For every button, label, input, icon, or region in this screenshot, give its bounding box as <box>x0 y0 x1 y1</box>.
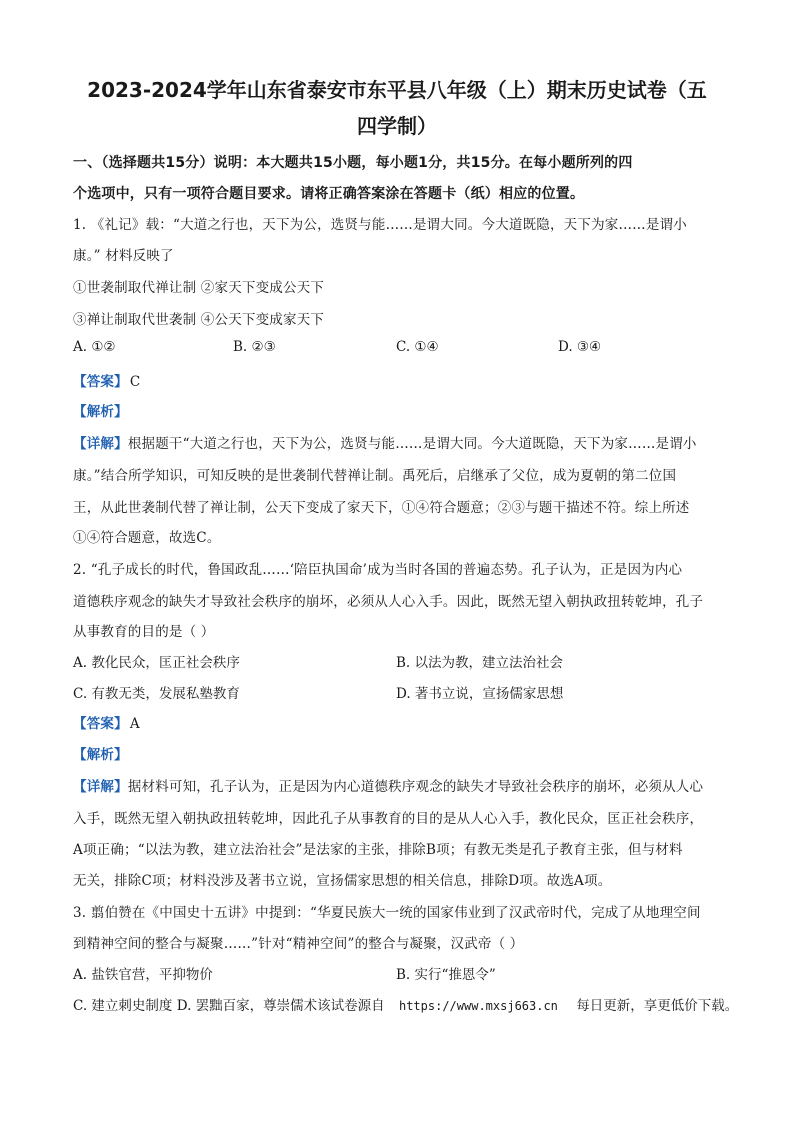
q2-option-b: B. 以法为教，建立法治社会 <box>396 655 564 671</box>
q2-analysis <box>73 743 128 763</box>
q2-detail-line-1 <box>73 775 703 795</box>
q3-stem-line-1: 3. 翦伯赞在《中国史十五讲》中提到：“华夏民族大一统的国家伟业到了汉武帝时代，完成了从地理空间 <box>73 905 701 921</box>
q1-statements-2: ③禅让制取代世袭制 ④公天下变成家天下 <box>73 312 325 328</box>
paper-title-line-1: 2023-2024学年山东省泰安市东平县八年级（上）期末历史试卷（五 <box>87 78 707 102</box>
q1-stem-line-2: 康。” 材料反映了 <box>73 248 174 264</box>
q2-answer <box>73 712 140 732</box>
paper-title-line-2: 四学制） <box>357 114 437 138</box>
q2-option-c: C. 有教无类，发展私塾教育 <box>73 686 240 702</box>
q1-detail-line-3: 王，从此世袭制代替了禅让制，公天下变成了家天下，①④符合题意；②③与题干描述不符。综上所述 <box>73 500 690 516</box>
q1-option-a: A. ①② <box>73 339 116 355</box>
section-instructions-line-1: 一、（选择题共15分）说明：本大题共15小题，每小题1分，共15分。在每小题所列的四 <box>73 155 633 171</box>
q3-option-a: A. 盐铁官营，平抑物价 <box>73 967 213 983</box>
q2-detail-line-2: 入手，既然无望入朝执政扭转乾坤，因此孔子从事教育的目的是从人心入手，教化民众，匡正社会秩序， <box>73 811 704 827</box>
q3-options-cd-row <box>73 994 738 1014</box>
source-notice: 该试卷源自 <box>317 998 385 1014</box>
q1-answer <box>73 370 140 390</box>
detail-text: 根据题干“大道之行也，天下为公，选贤与能……是谓大同。今大道既隐，天下为家……是谓小 <box>127 436 697 452</box>
answer-value: C <box>129 374 141 390</box>
q1-analysis <box>73 400 128 420</box>
section-instructions-line-2: 个选项中，只有一项符合题目要求。请将正确答案涂在答题卡（纸）相应的位置。 <box>73 186 585 202</box>
q2-stem-line-1: 2. “孔子成长的时代，鲁国政乱……‘陪臣执国命’成为当时各国的普遍态势。孔子认为，正是因为内心 <box>73 562 683 578</box>
q1-option-b: B. ②③ <box>233 339 276 355</box>
q1-detail-line-4: ①④符合题意，故选C。 <box>73 530 221 546</box>
source-url-link[interactable]: https://www.mxsj663.cn <box>398 999 558 1013</box>
q3-option-c: C. 建立刺史制度 <box>73 998 173 1014</box>
detail-text: 据材料可知，孔子认为，正是因为内心道德秩序观念的缺失才导致社会秩序的崩坏，必须从人心 <box>127 779 704 795</box>
answer-value: A <box>129 716 140 732</box>
q3-option-d: D. 罢黜百家，尊崇儒术 <box>176 998 318 1014</box>
q1-option-d: D. ③④ <box>558 339 602 355</box>
q1-option-c: C. ①④ <box>396 339 439 355</box>
q3-option-b: B. 实行“推恩令” <box>396 967 496 983</box>
detail-tag: 【详解】 <box>73 779 128 795</box>
q1-stem-line-1: 1. 《礼记》载：“大道之行也，天下为公，选贤与能……是谓大同。今大道既隐，天下为家……是谓小 <box>73 217 687 233</box>
q2-detail-line-3: A项正确；“以法为教，建立法治社会”是法家的主张，排除B项；有教无类是孔子教育主张，但与材料 <box>73 842 683 858</box>
q2-stem-line-2: 道德秩序观念的缺失才导致社会秩序的崩坏，必须从人心入手。因此，既然无望入朝执政扭转乾坤，孔子 <box>73 594 704 610</box>
q2-detail-line-4: 无关，排除C项；材料没涉及著书立说，宣扬儒家思想的相关信息，排除D项。故选A项。 <box>73 873 612 889</box>
q2-stem-line-3: 从事教育的目的是（ ） <box>73 624 215 640</box>
analysis-tag: 【解析】 <box>73 404 128 420</box>
answer-tag: 【答案】 <box>73 374 128 390</box>
q2-option-d: D. 著书立说，宣扬儒家思想 <box>396 686 564 702</box>
analysis-tag: 【解析】 <box>73 747 128 763</box>
q1-statements-1: ①世袭制取代禅让制 ②家天下变成公天下 <box>73 280 325 296</box>
q1-detail-line-1 <box>73 432 697 452</box>
q3-stem-line-2: 到精神空间的整合与凝聚……”针对“精神空间”的整合与凝聚，汉武帝（ ） <box>73 936 524 952</box>
q1-detail-line-2: 康。”结合所学知识，可知反映的是世袭制代替禅让制。禹死后，启继承了父位，成为夏朝的第二位国 <box>73 468 677 484</box>
source-notice-tail: 每日更新，享更低价下载。 <box>576 998 739 1014</box>
detail-tag: 【详解】 <box>73 436 128 452</box>
answer-tag: 【答案】 <box>73 716 128 732</box>
q2-option-a: A. 教化民众，匡正社会秩序 <box>73 655 240 671</box>
